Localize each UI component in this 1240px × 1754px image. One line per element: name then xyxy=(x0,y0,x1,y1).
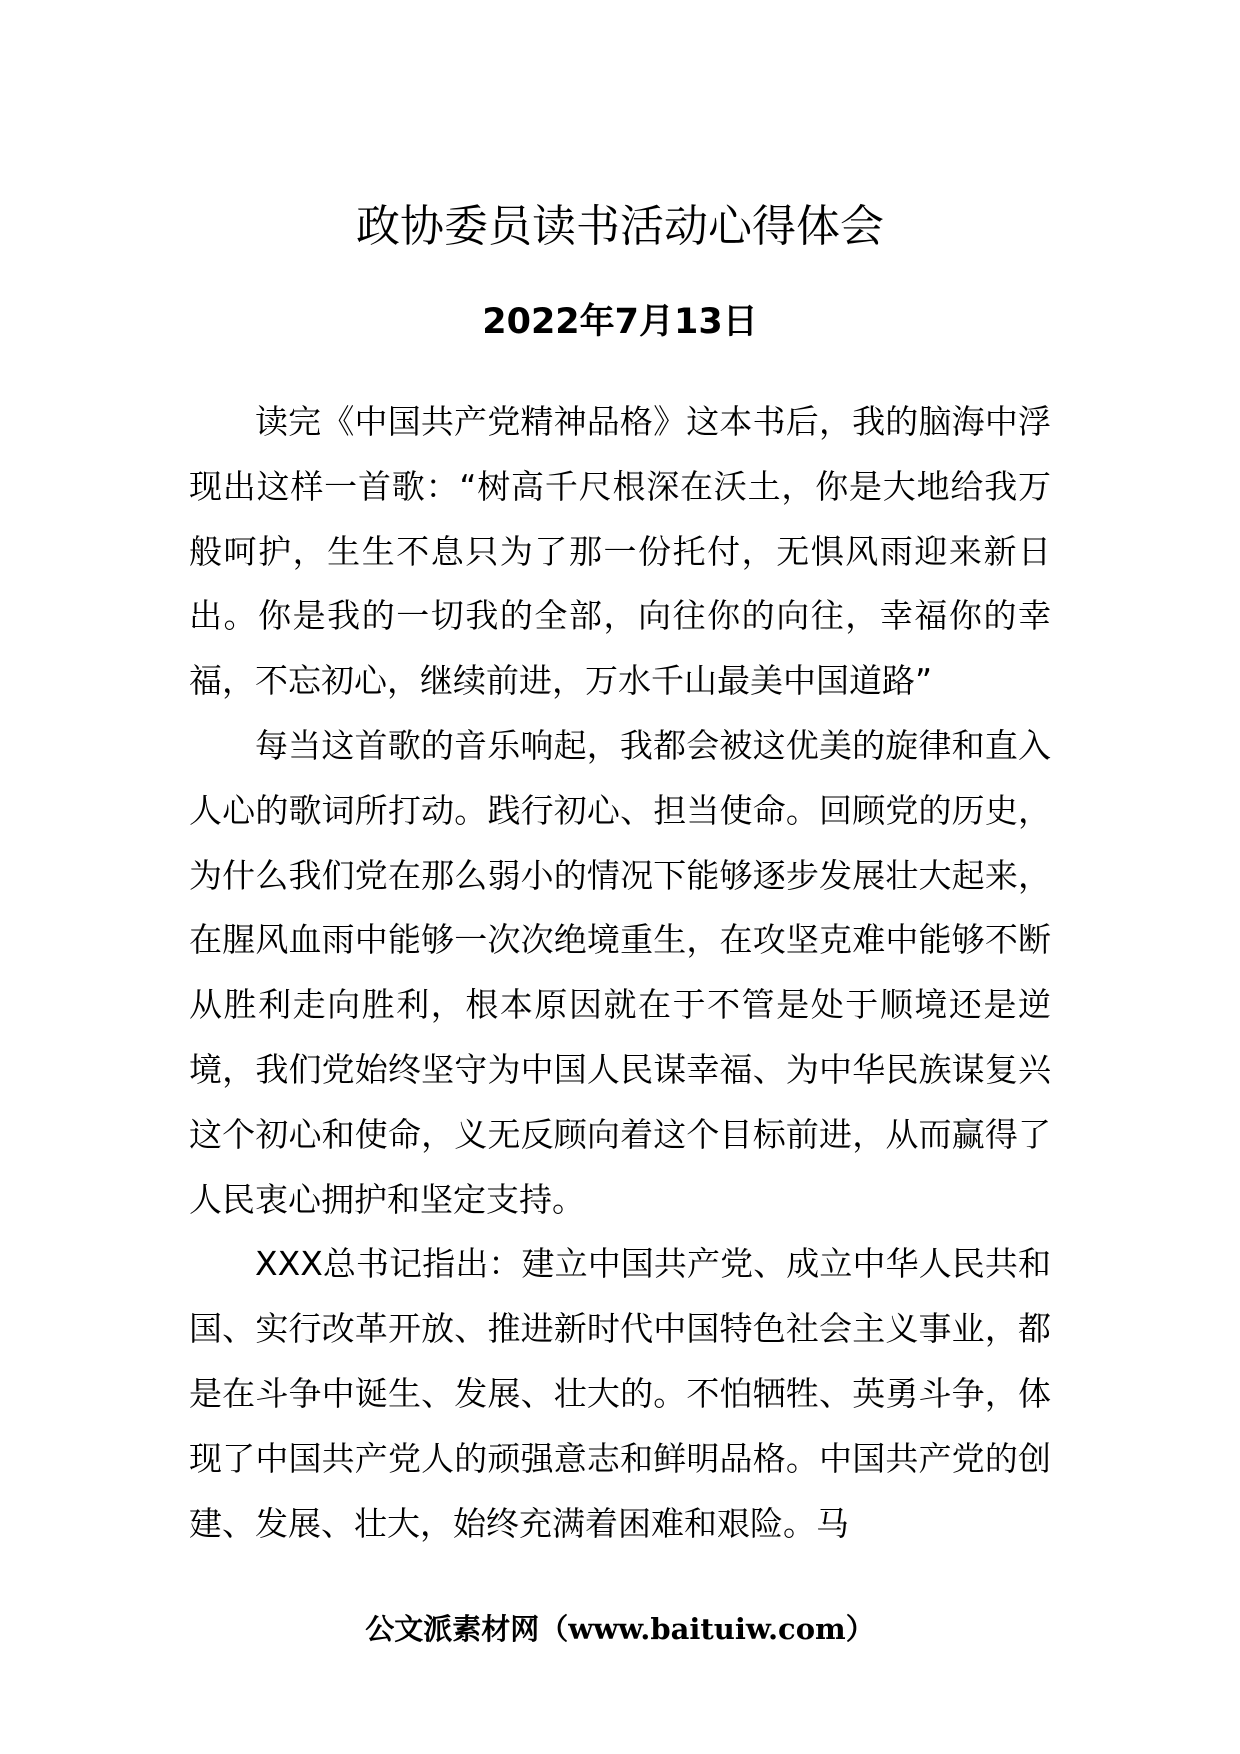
paragraph-3: XXX总书记指出：建立中国共产党、成立中华人民共和国、实行改革开放、推进新时代中国特色社会主义事业，都是在斗争中诞生、发展、壮大的。不怕牺牲、英勇斗争，体现了中国共产党人的顽强意志和鲜明品格。中国共产党的创建、发展、壮大，始终充满着困难和艰险。马 xyxy=(189,1244,1051,1543)
document-title: 政协委员读书活动心得体会 xyxy=(356,201,884,252)
document-date: 2022年7月13日 xyxy=(482,302,758,342)
footer-source: 公文派素材网（www.baituiw.com） xyxy=(365,1612,875,1646)
paragraph-1: 读完《中国共产党精神品格》这本书后，我的脑海中浮现出这样一首歌：“树高千尺根深在沃土，你是大地给我万般呵护，生生不息只为了那一份托付，无惧风雨迎来新日出。你是我的一切我的全部，向往你的向往，幸福你的幸福，不忘初心，继续前进，万水千山最美中国道路” xyxy=(189,402,1051,701)
document-body xyxy=(189,390,1051,1550)
paragraph-2: 每当这首歌的音乐响起，我都会被这优美的旋律和直入人心的歌词所打动。践行初心、担当使命。回顾党的历史，为什么我们党在那么弱小的情况下能够逐步发展壮大起来，在腥风血雨中能够一次次绝境重生，在攻坚克难中能够不断从胜利走向胜利，根本原因就在于不管是处于顺境还是逆境，我们党始终坚守为中国人民谋幸福、为中华民族谋复兴这个初心和使命，义无反顾向着这个目标前进，从而赢得了人民衷心拥护和坚定支持。 xyxy=(189,725,1051,1219)
